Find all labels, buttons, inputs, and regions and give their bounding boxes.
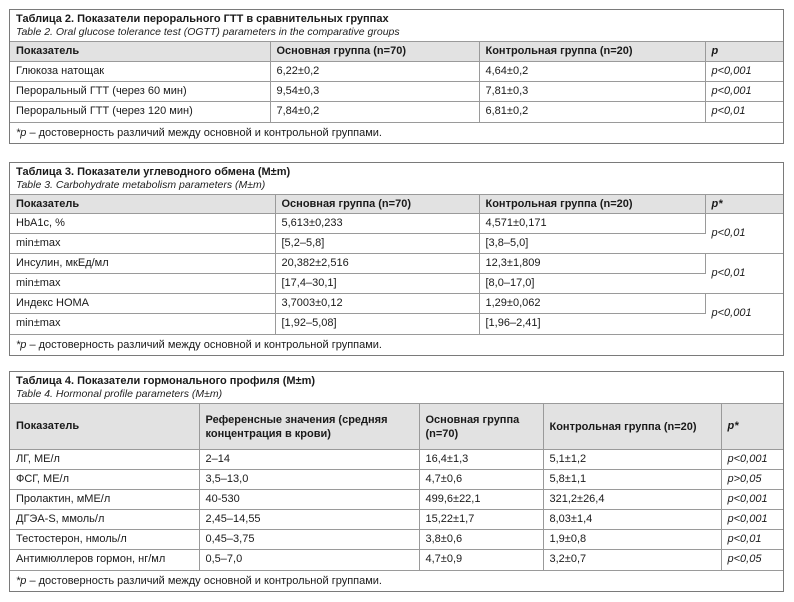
column-header: Основная группа (n=70) xyxy=(275,195,479,214)
cell-p-value: p<0,001 xyxy=(721,510,783,530)
cell-p-value: p<0,01 xyxy=(705,102,783,122)
cell-control-range: [1,96–2,41] xyxy=(479,314,705,334)
row-label: Тестостерон, нмоль/л xyxy=(10,530,199,550)
table-2 xyxy=(9,9,784,144)
cell-main-group: 4,7±0,9 xyxy=(419,550,543,570)
table-4-title: Таблица 4. Показатели гормонального профиля (M±m) xyxy=(16,375,316,387)
table-3-grid xyxy=(10,194,783,334)
cell-main-group: 15,22±1,7 xyxy=(419,510,543,530)
cell-main-range: [17,4–30,1] xyxy=(275,274,479,294)
table-2-grid xyxy=(10,41,783,122)
cell-main-range: [5,2–5,8] xyxy=(275,234,479,254)
column-header: Основная группа (n=70) xyxy=(270,42,479,62)
row-label: min±max xyxy=(10,234,275,254)
cell-reference: 40-530 xyxy=(199,490,419,510)
cell-control-group: 4,571±0,171 xyxy=(479,214,705,234)
row-label: ЛГ, МЕ/л xyxy=(10,450,199,470)
cell-p-value: p<0,01 xyxy=(705,254,783,294)
table-row xyxy=(10,274,783,294)
row-label: Пролактин, мМЕ/л xyxy=(10,490,199,510)
cell-control-group: 12,3±1,809 xyxy=(479,254,705,274)
table-3-footnote xyxy=(10,334,783,355)
row-label: Инсулин, мкЕд/мл xyxy=(10,254,275,274)
cell-control-group: 3,2±0,7 xyxy=(543,550,721,570)
table-row xyxy=(10,510,783,530)
cell-main-group: 20,382±2,516 xyxy=(275,254,479,274)
table-3 xyxy=(9,162,784,356)
cell-reference: 0,5–7,0 xyxy=(199,550,419,570)
table-3-subtitle: Table 3. Carbohydrate metabolism parameters (M±m) xyxy=(16,179,266,191)
table-row xyxy=(10,550,783,570)
row-label: ДГЭА-S, ммоль/л xyxy=(10,510,199,530)
footnote-text: – достоверность различий между основной и контрольной группами. xyxy=(26,574,382,587)
column-header: p xyxy=(705,42,783,62)
table-row xyxy=(10,314,783,334)
table-row xyxy=(10,530,783,550)
column-header: p* xyxy=(721,404,783,450)
table-row xyxy=(10,254,783,274)
cell-p-value: p<0,001 xyxy=(705,82,783,102)
cell-control-range: [3,8–5,0] xyxy=(479,234,705,254)
table-row xyxy=(10,102,783,122)
table-4-grid xyxy=(10,403,783,570)
row-label: min±max xyxy=(10,274,275,294)
column-header: Контрольная группа (n=20) xyxy=(479,42,705,62)
cell-control-group: 7,81±0,3 xyxy=(479,82,705,102)
cell-main-range: [1,92–5,08] xyxy=(275,314,479,334)
footnote-mark: *p xyxy=(16,574,27,587)
table-row xyxy=(10,62,783,82)
cell-control-group: 8,03±1,4 xyxy=(543,510,721,530)
table-4-subtitle: Table 4. Hormonal profile parameters (M±m) xyxy=(16,388,223,400)
cell-p-value: p>0,05 xyxy=(721,470,783,490)
table-2-footnote xyxy=(10,122,783,143)
cell-reference: 0,45–3,75 xyxy=(199,530,419,550)
table-2-title: Таблица 2. Показатели перорального ГТТ в сравнительных группах xyxy=(16,13,389,25)
cell-control-group: 5,8±1,1 xyxy=(543,470,721,490)
table-row xyxy=(10,294,783,314)
footnote-mark: *p xyxy=(16,126,27,139)
cell-main-group: 9,54±0,3 xyxy=(270,82,479,102)
cell-p-value: p<0,01 xyxy=(721,530,783,550)
row-label: Индекс HOMA xyxy=(10,294,275,314)
cell-p-value: p<0,001 xyxy=(705,294,783,334)
cell-reference: 2,45–14,55 xyxy=(199,510,419,530)
column-header: Показатель xyxy=(10,195,275,214)
cell-main-group: 4,7±0,6 xyxy=(419,470,543,490)
cell-main-group: 7,84±0,2 xyxy=(270,102,479,122)
cell-p-value: p<0,001 xyxy=(705,62,783,82)
column-header: Основная группа (n=70) xyxy=(419,404,543,450)
table-2-subtitle: Table 2. Oral glucose tolerance test (OGTT) parameters in the comparative groups xyxy=(16,26,400,38)
cell-main-group: 3,7003±0,12 xyxy=(275,294,479,314)
cell-control-group: 1,9±0,8 xyxy=(543,530,721,550)
cell-reference: 2–14 xyxy=(199,450,419,470)
row-label: Глюкоза натощак xyxy=(10,62,270,82)
row-label: Пероральный ГТТ (через 60 мин) xyxy=(10,82,270,102)
row-label: Пероральный ГТТ (через 120 мин) xyxy=(10,102,270,122)
cell-main-group: 6,22±0,2 xyxy=(270,62,479,82)
column-header: Контрольная группа (n=20) xyxy=(479,195,705,214)
cell-control-group: 6,81±0,2 xyxy=(479,102,705,122)
table-row xyxy=(10,450,783,470)
cell-main-group: 16,4±1,3 xyxy=(419,450,543,470)
cell-main-group: 5,613±0,233 xyxy=(275,214,479,234)
row-label: ФСГ, МЕ/л xyxy=(10,470,199,490)
column-header: Показатель xyxy=(10,42,270,62)
footnote-text: – достоверность различий между основной и контрольной группами. xyxy=(26,338,382,351)
column-header: Контрольная группа (n=20) xyxy=(543,404,721,450)
row-label: HbA1c, % xyxy=(10,214,275,234)
cell-control-group: 4,64±0,2 xyxy=(479,62,705,82)
row-label: min±max xyxy=(10,314,275,334)
cell-control-range: [8,0–17,0] xyxy=(479,274,705,294)
table-4 xyxy=(9,371,784,592)
footnote-mark: *p xyxy=(16,338,27,351)
cell-control-group: 5,1±1,2 xyxy=(543,450,721,470)
table-4-footnote xyxy=(10,570,783,591)
table-3-title: Таблица 3. Показатели углеводного обмена (M±m) xyxy=(16,166,291,178)
row-label: Антимюллеров гормон, нг/мл xyxy=(10,550,199,570)
column-header: p* xyxy=(705,195,783,214)
cell-main-group: 3,8±0,6 xyxy=(419,530,543,550)
cell-p-value: p<0,001 xyxy=(721,490,783,510)
footnote-text: – достоверность различий между основной и контрольной группами. xyxy=(26,126,382,139)
table-row xyxy=(10,234,783,254)
cell-control-group: 321,2±26,4 xyxy=(543,490,721,510)
cell-control-group: 1,29±0,062 xyxy=(479,294,705,314)
cell-p-value: p<0,001 xyxy=(721,450,783,470)
column-header: Референсные значения (средняя концентрация в крови) xyxy=(199,404,419,450)
table-row xyxy=(10,214,783,234)
cell-p-value: p<0,05 xyxy=(721,550,783,570)
table-row xyxy=(10,470,783,490)
column-header: Показатель xyxy=(10,404,199,450)
table-row xyxy=(10,82,783,102)
cell-main-group: 499,6±22,1 xyxy=(419,490,543,510)
cell-reference: 3,5–13,0 xyxy=(199,470,419,490)
cell-p-value: p<0,01 xyxy=(705,214,783,254)
table-row xyxy=(10,490,783,510)
